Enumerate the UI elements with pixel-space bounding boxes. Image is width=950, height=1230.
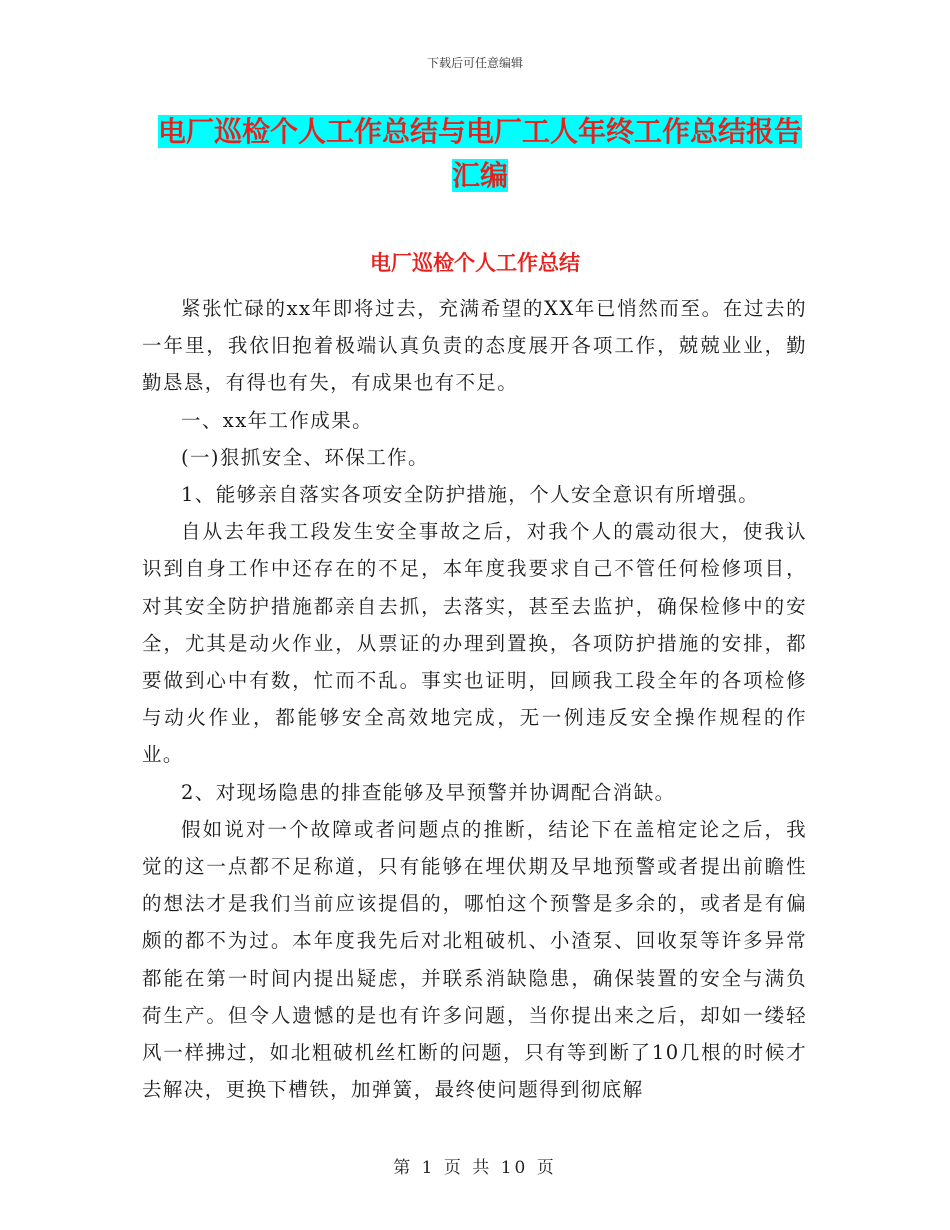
document-title <box>140 110 820 198</box>
paragraph: (一)狠抓安全、环保工作。 <box>181 445 429 469</box>
paragraph: 自从去年我工段发生安全事故之后，对我个人的震动很大，使我认识到自身工作中还存在的不足，本年度我要求自己不管任何检修项目，对其安全防护措施都亲自去抓，去落实，甚至去监护，确保检修中的安全，尤其是动火作业，从票证的办理到置换，各项防护措施的安排，都要做到心中有数，忙而不乱。事实也证明，回顾我工段全年的各项检修与动火作业，都能够安全高效地完成，无一例违反安全操作规程的作业。 <box>142 520 807 767</box>
title-line-1: 电厂巡检个人工作总结与电厂工人年终工作总结报告 <box>157 115 802 148</box>
paragraph: 假如说对一个故障或者问题点的推断，结论下在盖棺定论之后，我觉的这一点都不足称道，只有能够在埋伏期及早地预警或者提出前瞻性的想法才是我们当前应该提倡的，哪怕这个预警是多余的，或者是有偏颇的都不为过。本年度我先后对北粗破机、小渣泵、回收泵等许多异常都能在第一时间内提出疑虑，并联系消缺隐患，确保装置的安全与满负荷生产。但令人遗憾的是也有许多问题，当你提出来之后，却如一缕轻风一样拂过，如北粗破机丝杠断的问题，只有等到断了10几根的时候才去解决，更换下槽铁，加弹簧，最终使问题得到彻底解 <box>142 817 807 1102</box>
paragraph: 2、对现场隐患的排查能够及早预警并协调配合消缺。 <box>181 780 676 804</box>
title-line-2: 汇编 <box>451 159 508 192</box>
section-title: 电厂巡检个人工作总结 <box>370 251 580 275</box>
paragraph: 一、xx年工作成果。 <box>181 408 373 432</box>
header-note: 下载后可任意编辑 <box>426 56 523 70</box>
body-text <box>142 290 807 1108</box>
paragraph: 紧张忙碌的xx年即将过去，充满希望的XX年已悄然而至。在过去的一年里，我依旧抱着极端认真负责的态度展开各项工作，兢兢业业，勤勤恳恳，有得也有失，有成果也有不足。 <box>142 297 807 395</box>
paragraph: 1、能够亲自落实各项安全防护措施，个人安全意识有所增强。 <box>181 483 760 507</box>
page-footer: 第 1 页 共 10 页 <box>393 1158 557 1178</box>
